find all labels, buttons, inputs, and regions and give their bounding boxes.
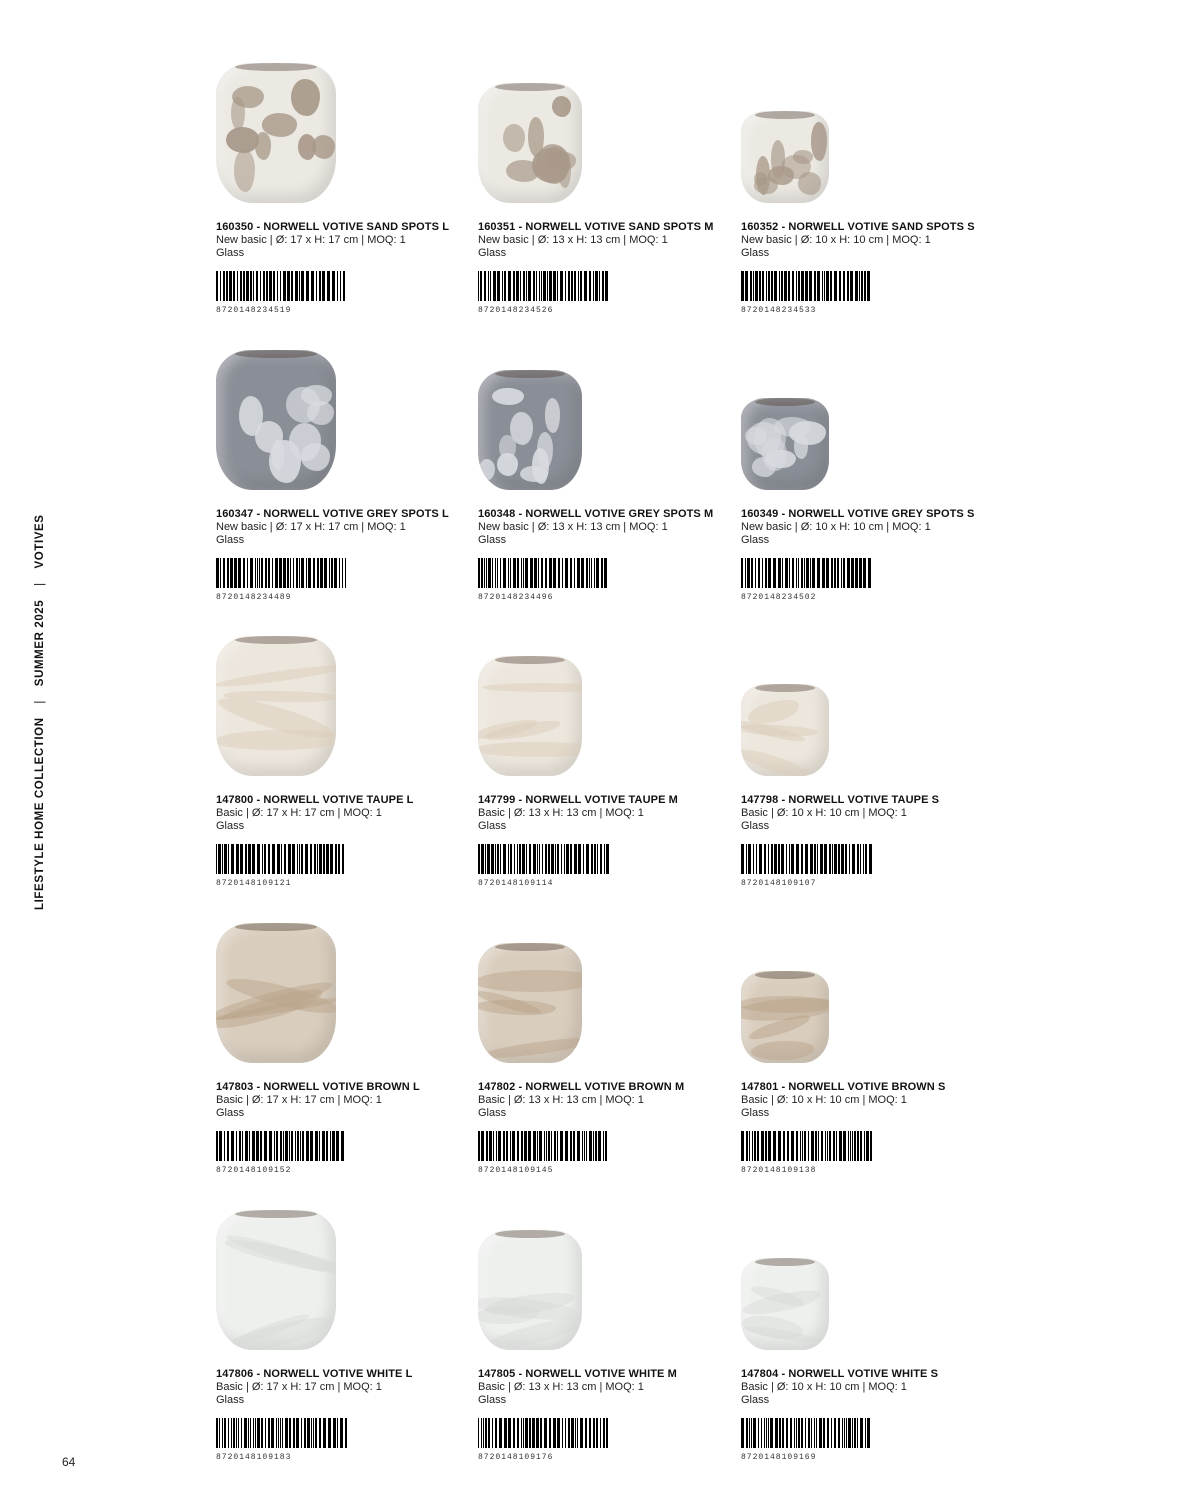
product-material: Glass bbox=[216, 1107, 245, 1119]
barcode-icon bbox=[478, 844, 610, 874]
barcode-icon bbox=[741, 1418, 873, 1448]
page-number: 64 bbox=[62, 1455, 76, 1469]
separator: | bbox=[34, 699, 46, 704]
votive-rim bbox=[235, 1210, 317, 1218]
product-photo bbox=[216, 1210, 336, 1350]
barcode-icon bbox=[741, 1131, 873, 1161]
product-photo bbox=[478, 370, 582, 490]
barcode-icon bbox=[216, 1131, 348, 1161]
pattern-spot bbox=[289, 423, 322, 461]
marble-swirl bbox=[478, 968, 582, 992]
votive-rim bbox=[495, 370, 566, 378]
product-specs: Basic | Ø: 10 x H: 10 cm | MOQ: 1 bbox=[741, 1381, 907, 1393]
barcode-icon bbox=[741, 844, 873, 874]
product-photo bbox=[216, 63, 336, 203]
pattern-spot bbox=[745, 427, 767, 445]
product-material: Glass bbox=[478, 247, 507, 259]
product-info bbox=[741, 1368, 991, 1462]
votive-image bbox=[478, 83, 582, 203]
product-card bbox=[478, 905, 728, 1175]
separator: | bbox=[34, 582, 46, 586]
votive-rim bbox=[235, 923, 317, 931]
marble-swirl bbox=[478, 998, 557, 1016]
product-material: Glass bbox=[478, 820, 507, 832]
product-info bbox=[741, 1081, 991, 1175]
pattern-spot bbox=[789, 421, 826, 445]
product-info bbox=[216, 1368, 466, 1462]
product-specs: New basic | Ø: 17 x H: 17 cm | MOQ: 1 bbox=[216, 234, 406, 246]
barcode-icon bbox=[216, 1418, 348, 1448]
pattern-spot bbox=[232, 86, 264, 108]
pattern-spot bbox=[234, 149, 255, 192]
product-material: Glass bbox=[478, 534, 507, 546]
product-material: Glass bbox=[741, 247, 770, 259]
product-info bbox=[478, 1081, 728, 1175]
product-card bbox=[741, 1192, 991, 1462]
pattern-spot bbox=[552, 96, 571, 118]
votive-image bbox=[216, 63, 336, 203]
barcode-icon bbox=[478, 271, 610, 301]
product-card bbox=[216, 332, 466, 602]
ean-number: 8720148234502 bbox=[741, 593, 817, 602]
votive-rim bbox=[495, 1230, 566, 1238]
product-info bbox=[478, 794, 728, 888]
votive-image bbox=[478, 1230, 582, 1350]
product-info bbox=[741, 221, 991, 315]
barcode-icon bbox=[741, 271, 873, 301]
product-title: 147804 - NORWELL VOTIVE WHITE S bbox=[741, 1368, 939, 1380]
pattern-spot bbox=[545, 398, 560, 432]
product-card bbox=[478, 1192, 728, 1462]
marble-swirl bbox=[224, 1230, 336, 1280]
pattern-spot bbox=[765, 450, 796, 469]
pattern-spot bbox=[479, 459, 495, 480]
barcode-gap bbox=[607, 558, 608, 588]
votive-image bbox=[741, 111, 829, 203]
product-photo bbox=[741, 684, 829, 776]
barcode-icon bbox=[741, 558, 873, 588]
barcode-gap bbox=[609, 844, 610, 874]
product-material: Glass bbox=[216, 534, 245, 546]
ean-number: 8720148109183 bbox=[216, 1453, 292, 1462]
product-specs: Basic | Ø: 10 x H: 10 cm | MOQ: 1 bbox=[741, 1094, 907, 1106]
votive-image bbox=[741, 398, 829, 490]
product-specs: Basic | Ø: 10 x H: 10 cm | MOQ: 1 bbox=[741, 807, 907, 819]
marble-swirl bbox=[741, 744, 812, 776]
barcode-gap bbox=[347, 1418, 348, 1448]
votive-image bbox=[478, 656, 582, 776]
product-card bbox=[478, 618, 728, 888]
product-info bbox=[216, 508, 466, 602]
votive-image bbox=[216, 636, 336, 776]
ean-number: 8720148234519 bbox=[216, 306, 292, 315]
ean-number: 8720148234533 bbox=[741, 306, 817, 315]
barcode-gap bbox=[344, 1131, 346, 1161]
pattern-spot bbox=[239, 396, 263, 436]
barcode-gap bbox=[345, 271, 346, 301]
ean-number: 8720148109138 bbox=[741, 1166, 817, 1175]
product-title: 160348 - NORWELL VOTIVE GREY SPOTS M bbox=[478, 508, 714, 520]
barcode-icon bbox=[478, 1418, 610, 1448]
product-specs: New basic | Ø: 10 x H: 10 cm | MOQ: 1 bbox=[741, 521, 931, 533]
pattern-spot bbox=[754, 177, 777, 193]
votive-image bbox=[741, 1258, 829, 1350]
product-specs: Basic | Ø: 13 x H: 13 cm | MOQ: 1 bbox=[478, 1094, 644, 1106]
product-title: 147802 - NORWELL VOTIVE BROWN M bbox=[478, 1081, 685, 1093]
product-photo bbox=[741, 1258, 829, 1350]
ean-number: 8720148109169 bbox=[741, 1453, 817, 1462]
barcode-gap bbox=[872, 844, 873, 874]
product-photo bbox=[478, 1230, 582, 1350]
barcode-icon bbox=[216, 271, 348, 301]
product-photo bbox=[741, 971, 829, 1063]
product-info bbox=[478, 508, 728, 602]
product-card bbox=[216, 905, 466, 1175]
product-photo bbox=[478, 83, 582, 203]
product-material: Glass bbox=[216, 247, 245, 259]
ean-number: 8720148109121 bbox=[216, 879, 292, 888]
pattern-spot bbox=[544, 151, 577, 171]
votive-rim bbox=[235, 636, 317, 644]
product-material: Glass bbox=[741, 1107, 770, 1119]
product-title: 160347 - NORWELL VOTIVE GREY SPOTS L bbox=[216, 508, 449, 520]
pattern-spot bbox=[312, 135, 335, 159]
votive-image bbox=[216, 350, 336, 490]
ean-number: 8720148109176 bbox=[478, 1453, 554, 1462]
votive-rim bbox=[755, 111, 815, 119]
ean-number: 8720148109107 bbox=[741, 879, 817, 888]
product-card bbox=[741, 332, 991, 602]
product-card bbox=[216, 1192, 466, 1462]
barcode-gap bbox=[346, 558, 347, 588]
product-material: Glass bbox=[478, 1107, 507, 1119]
product-card bbox=[741, 905, 991, 1175]
barcode-icon bbox=[478, 558, 610, 588]
pattern-spot bbox=[532, 448, 549, 484]
product-info bbox=[741, 508, 991, 602]
product-photo bbox=[478, 943, 582, 1063]
votive-image bbox=[741, 971, 829, 1063]
marble-swirl bbox=[479, 1033, 582, 1061]
ean-number: 8720148234489 bbox=[216, 593, 292, 602]
product-specs: New basic | Ø: 10 x H: 10 cm | MOQ: 1 bbox=[741, 234, 931, 246]
product-title: 147801 - NORWELL VOTIVE BROWN S bbox=[741, 1081, 946, 1093]
product-title: 160350 - NORWELL VOTIVE SAND SPOTS L bbox=[216, 221, 450, 233]
barcode-icon bbox=[216, 844, 348, 874]
product-material: Glass bbox=[216, 1394, 245, 1406]
product-info bbox=[741, 794, 991, 888]
product-card bbox=[741, 618, 991, 888]
barcode-gap bbox=[870, 1418, 871, 1448]
votive-image bbox=[216, 923, 336, 1063]
barcode-icon bbox=[478, 1131, 610, 1161]
votive-rim bbox=[235, 63, 317, 71]
marble-swirl bbox=[750, 1039, 814, 1061]
votive-rim bbox=[495, 656, 566, 664]
votive-image bbox=[478, 943, 582, 1063]
votive-rim bbox=[755, 684, 815, 692]
product-title: 160351 - NORWELL VOTIVE SAND SPOTS M bbox=[478, 221, 714, 233]
pattern-spot bbox=[503, 124, 525, 152]
product-title: 147799 - NORWELL VOTIVE TAUPE M bbox=[478, 794, 678, 806]
product-title: 147798 - NORWELL VOTIVE TAUPE S bbox=[741, 794, 940, 806]
product-specs: Basic | Ø: 17 x H: 17 cm | MOQ: 1 bbox=[216, 807, 382, 819]
product-info bbox=[216, 1081, 466, 1175]
product-material: Glass bbox=[478, 1394, 507, 1406]
collection-label: LIFESTYLE HOME COLLECTION bbox=[34, 717, 46, 910]
votive-rim bbox=[755, 398, 815, 406]
pattern-spot bbox=[528, 117, 544, 157]
product-material: Glass bbox=[216, 820, 245, 832]
product-info bbox=[478, 221, 728, 315]
pattern-spot bbox=[510, 412, 533, 445]
pattern-spot bbox=[811, 122, 827, 161]
product-photo bbox=[478, 656, 582, 776]
product-title: 147800 - NORWELL VOTIVE TAUPE L bbox=[216, 794, 414, 806]
ean-number: 8720148109152 bbox=[216, 1166, 292, 1175]
product-info bbox=[216, 221, 466, 315]
product-title: 147803 - NORWELL VOTIVE BROWN L bbox=[216, 1081, 420, 1093]
marble-swirl bbox=[482, 683, 582, 692]
pattern-spot bbox=[492, 388, 524, 405]
product-specs: Basic | Ø: 17 x H: 17 cm | MOQ: 1 bbox=[216, 1381, 382, 1393]
barcode-icon bbox=[216, 558, 348, 588]
product-card bbox=[741, 45, 991, 315]
product-photo bbox=[741, 398, 829, 490]
product-title: 160352 - NORWELL VOTIVE SAND SPOTS S bbox=[741, 221, 975, 233]
product-card bbox=[478, 45, 728, 315]
barcode-gap bbox=[608, 1418, 610, 1448]
product-specs: New basic | Ø: 13 x H: 13 cm | MOQ: 1 bbox=[478, 234, 668, 246]
ean-number: 8720148109114 bbox=[478, 879, 554, 888]
product-specs: Basic | Ø: 13 x H: 13 cm | MOQ: 1 bbox=[478, 1381, 644, 1393]
votive-rim bbox=[755, 971, 815, 979]
product-card bbox=[216, 45, 466, 315]
votive-rim bbox=[495, 83, 566, 91]
votive-image bbox=[741, 684, 829, 776]
barcode-gap bbox=[870, 271, 871, 301]
votive-image bbox=[478, 370, 582, 490]
ean-number: 8720148109145 bbox=[478, 1166, 554, 1175]
barcode-gap bbox=[344, 844, 346, 874]
product-material: Glass bbox=[741, 534, 770, 546]
ean-number: 8720148234496 bbox=[478, 593, 554, 602]
ean-number: 8720148234526 bbox=[478, 306, 554, 315]
category-label: VOTIVES bbox=[34, 514, 46, 569]
product-card bbox=[216, 618, 466, 888]
product-specs: New basic | Ø: 13 x H: 13 cm | MOQ: 1 bbox=[478, 521, 668, 533]
barcode-gap bbox=[871, 558, 873, 588]
marble-swirl bbox=[478, 742, 582, 758]
product-photo bbox=[216, 636, 336, 776]
product-title: 160349 - NORWELL VOTIVE GREY SPOTS S bbox=[741, 508, 975, 520]
barcode-gap bbox=[608, 271, 610, 301]
product-material: Glass bbox=[741, 820, 770, 832]
product-title: 147805 - NORWELL VOTIVE WHITE M bbox=[478, 1368, 677, 1380]
product-material: Glass bbox=[741, 1394, 770, 1406]
product-card bbox=[478, 332, 728, 602]
product-specs: Basic | Ø: 13 x H: 13 cm | MOQ: 1 bbox=[478, 807, 644, 819]
season-label: SUMMER 2025 bbox=[34, 599, 46, 687]
product-title: 147806 - NORWELL VOTIVE WHITE L bbox=[216, 1368, 413, 1380]
pattern-spot bbox=[793, 150, 813, 164]
votive-image bbox=[216, 1210, 336, 1350]
product-photo bbox=[741, 111, 829, 203]
product-specs: New basic | Ø: 17 x H: 17 cm | MOQ: 1 bbox=[216, 521, 406, 533]
votive-rim bbox=[495, 943, 566, 951]
barcode-gap bbox=[872, 1131, 873, 1161]
product-specs: Basic | Ø: 17 x H: 17 cm | MOQ: 1 bbox=[216, 1094, 382, 1106]
votive-rim bbox=[235, 350, 317, 358]
product-photo bbox=[216, 350, 336, 490]
product-info bbox=[216, 794, 466, 888]
product-photo bbox=[216, 923, 336, 1063]
marble-swirl bbox=[216, 662, 336, 691]
product-info bbox=[478, 1368, 728, 1462]
votive-rim bbox=[755, 1258, 815, 1266]
pattern-spot bbox=[291, 79, 320, 117]
barcode-gap bbox=[607, 1131, 608, 1161]
pattern-spot bbox=[798, 172, 821, 194]
